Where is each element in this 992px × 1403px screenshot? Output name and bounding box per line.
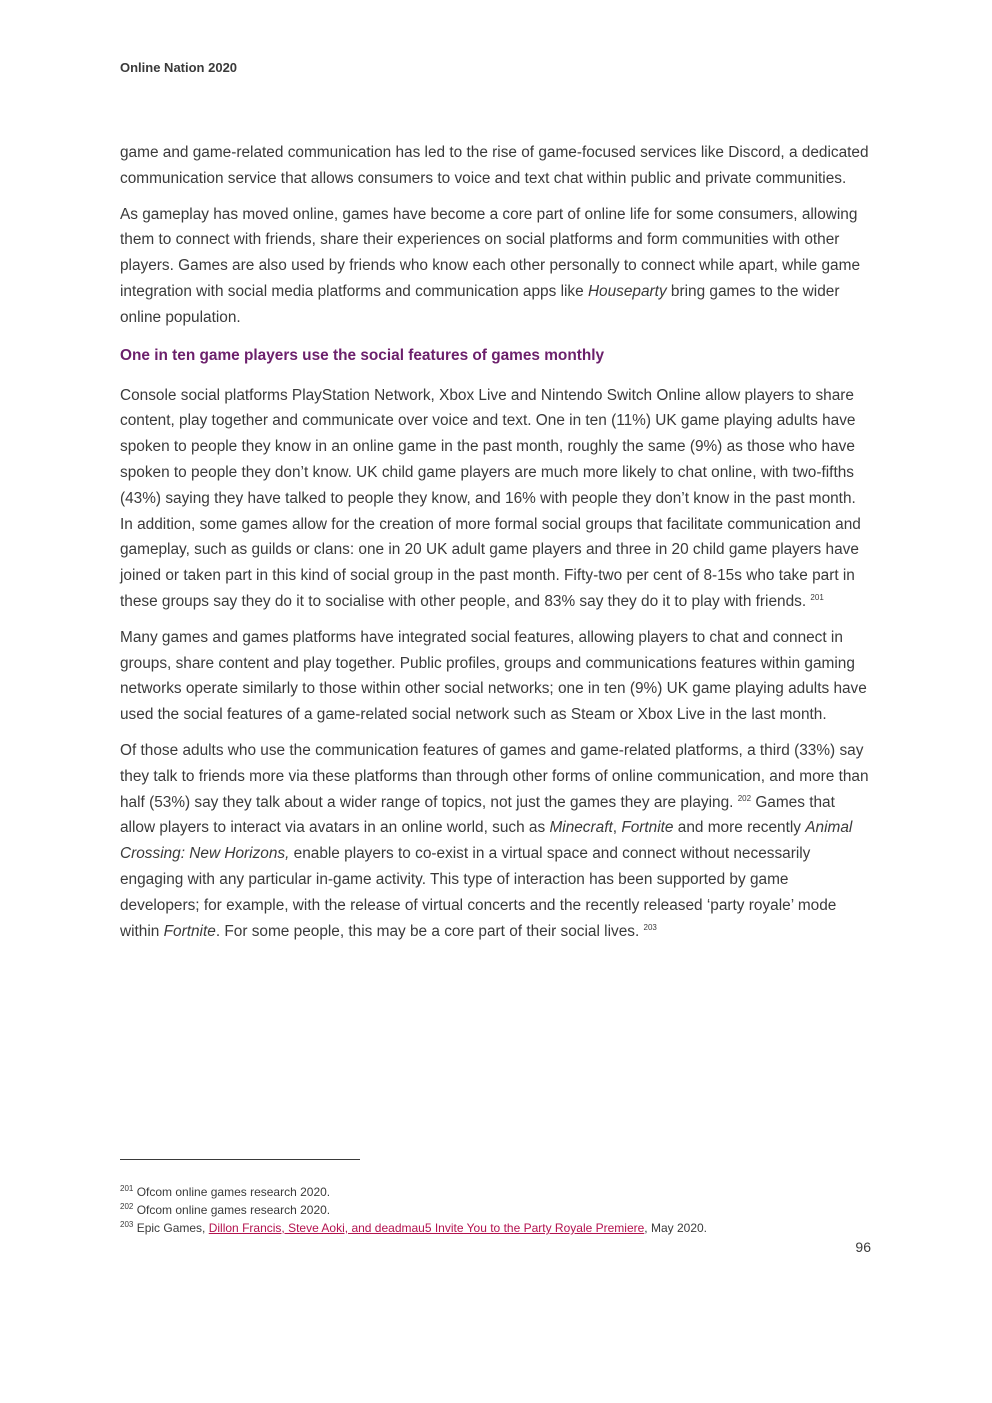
footnote-divider: [120, 1159, 360, 1160]
party-royale-premiere-link[interactable]: Dillon Francis, Steve Aoki, and deadmau5 Invite You to the Party Royale Premiere: [208, 1221, 645, 1235]
paragraph-2: [120, 202, 872, 331]
minecraft-italic: Minecraft: [549, 819, 613, 837]
animal-crossing-italic: Animal Crossing: New Horizons,: [120, 819, 853, 863]
footnote-text: Epic Games,: [133, 1221, 209, 1235]
page-header-title: Online Nation 2020: [120, 60, 238, 75]
paragraph-5-text-d: enable players to co-exist in a virtual space and connect without necessarily engaging with any particular in-game activity. This type of interaction has been supported by game developers; for example, with the release of virtual concerts and the recently released ‘party royale’ mode within: [120, 845, 837, 940]
paragraph-3-text: Console social platforms PlayStation Network, Xbox Live and Nintendo Switch Online allow players to share content, play together and communicate over voice and text. One in ten (11%) UK game playing adults have spoken to people they know in an online game in the past month, roughly the same (9%) as those who have spoken to people they don’t know. UK child game players are much more likely to chat online, with two-fifths (43%) saying they have talked to people they know, and 16% with people they don’t know in the past month. In addition, some games allow for the creation of more formal social groups that facilitate communication and gameplay, such as guilds or clans: one in 20 UK adult game players and three in 20 child game players have joined or taken part in this kind of social group in the past month. Fifty-two per cent of 8-15s who take part in these groups say they do it to socialise with other people, and 83% say they do it to play with friends.: [120, 386, 861, 610]
paragraph-5-text-a: Of those adults who use the communication features of games and game-related platforms, a third (33%) say they talk to friends more via these platforms than through other forms of online communication, and more than half (53%) say they talk about a wider range of topics, not just the games they are playing.: [120, 741, 869, 811]
paragraph-1: game and game-related communication has led to the rise of game-focused services like Discord, a dedicated communication service that allows consumers to voice and text chat within public and private communities.: [120, 144, 869, 187]
paragraph-5-comma: ,: [612, 819, 622, 837]
page-number: 96: [855, 1239, 871, 1255]
houseparty-italic: Houseparty: [587, 282, 667, 300]
footnote-text: Ofcom online games research 2020.: [133, 1203, 331, 1217]
paragraph-4: Many games and games platforms have integrated social features, allowing players to chat and connect in groups, share content and play together. Public profiles, groups and communications features within gaming networks operate similarly to those within other social networks; one in ten (9%) UK game playing adults have used the social features of a game-related social network such as Steam or Xbox Live in the last month.: [120, 628, 867, 724]
footnote-text: Ofcom online games research 2020.: [133, 1185, 331, 1199]
footnotes: [120, 1183, 880, 1237]
paragraph-2-text-a: As gameplay has moved online, games have become a core part of online life for some consumers, allowing them to connect with friends, share their experiences on social platforms and form communities with other players. Games are also used by friends who know each other personally to connect while apart, while game integration with social media platforms and communication apps like: [120, 205, 860, 300]
footnote-ref-202[interactable]: 202: [737, 793, 752, 803]
paragraph-5: [120, 738, 872, 944]
footnote-203: [120, 1219, 880, 1237]
section-subheading: One in ten game players use the social features of games monthly: [120, 346, 605, 364]
footnote-text-after: , May 2020.: [644, 1221, 707, 1235]
paragraph-3: [120, 383, 872, 615]
footnote-201: [120, 1183, 880, 1201]
footnote-number: 201: [120, 1184, 134, 1193]
footnote-number: 203: [120, 1220, 134, 1229]
footnote-202: [120, 1201, 880, 1219]
paragraph-5-text-b: Games that allow players to interact via avatars in an online world, such as: [120, 793, 835, 837]
footnote-ref-201[interactable]: 201: [810, 592, 824, 602]
main-content: [120, 140, 872, 954]
fortnite-italic-2: Fortnite: [163, 922, 216, 940]
paragraph-5-text-c: and more recently: [673, 819, 806, 837]
fortnite-italic: Fortnite: [621, 819, 674, 837]
paragraph-2-text-b: bring games to the wider online population.: [120, 282, 840, 326]
paragraph-5-text-e: . For some people, this may be a core part of their social lives.: [215, 922, 640, 940]
footnote-ref-203[interactable]: 203: [643, 922, 657, 932]
footnote-number: 202: [120, 1202, 134, 1211]
